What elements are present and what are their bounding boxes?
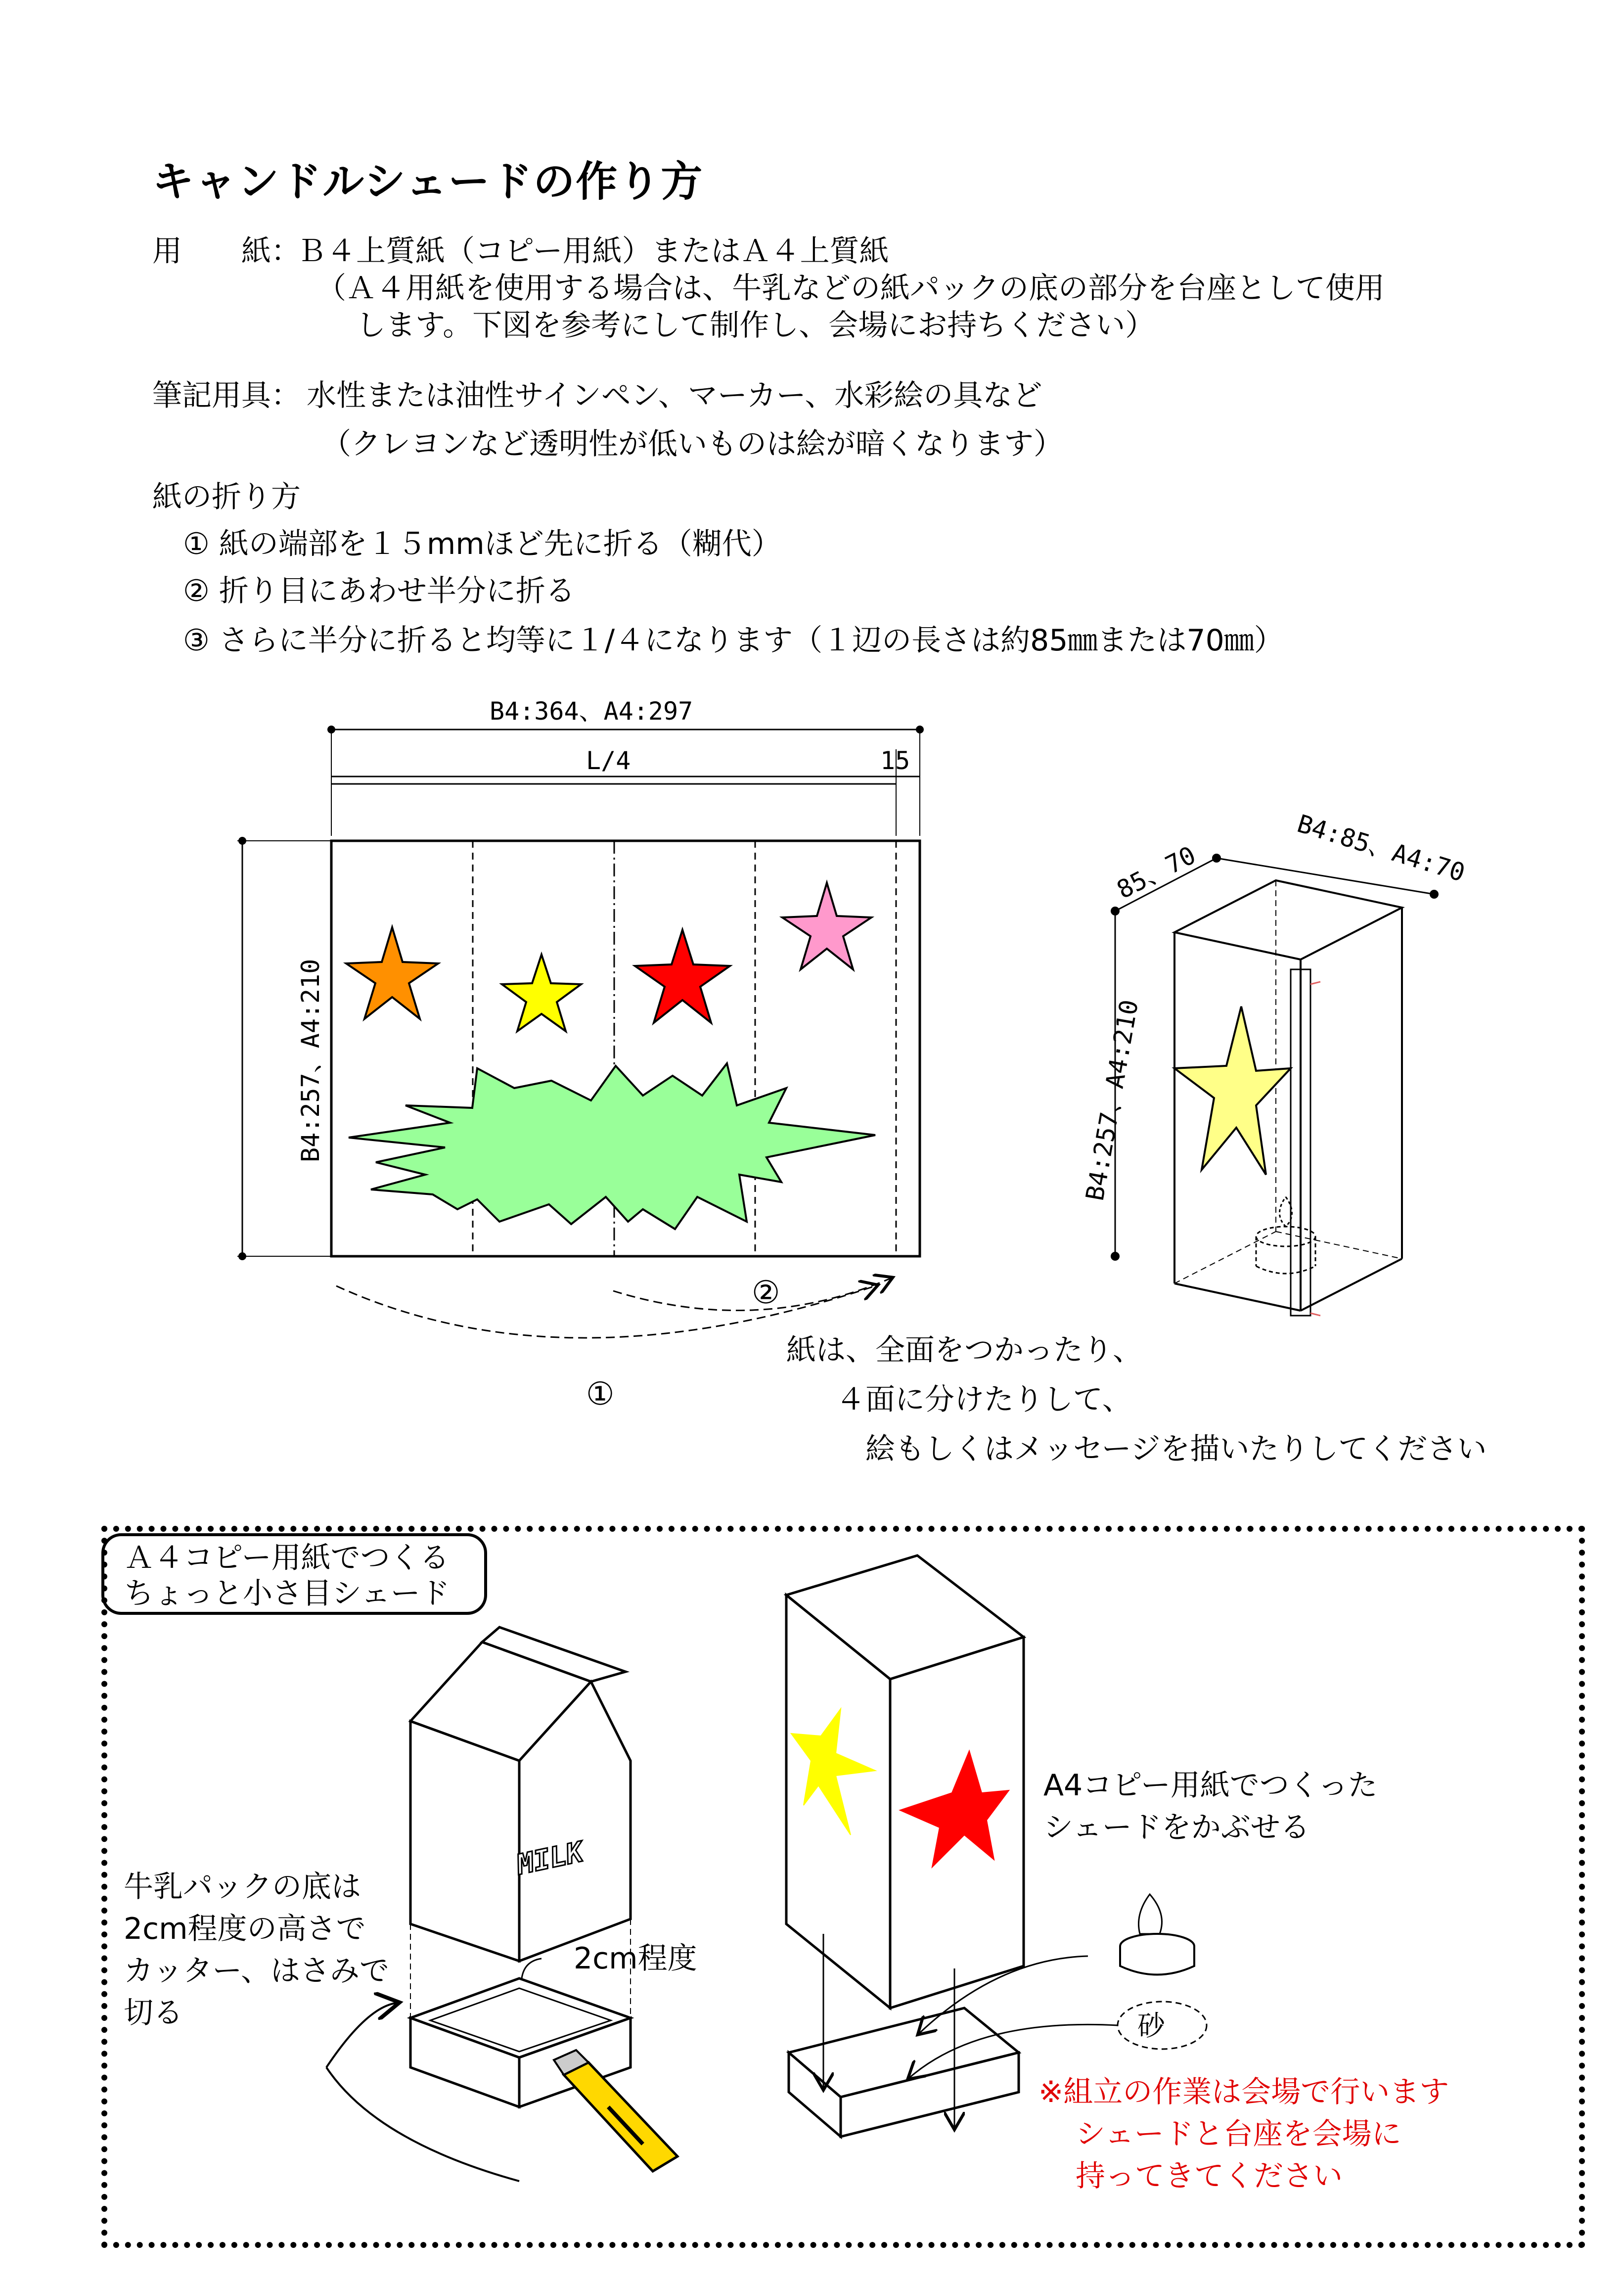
folding-step-2: ② 折り目にあわせ半分に折る	[183, 574, 575, 608]
usage-note-line1: 紙は、全面をつかったり、	[786, 1333, 1142, 1368]
cover-note-line1: A4コピー用紙でつくった	[1043, 1768, 1378, 1803]
glue-margin-label: 15	[880, 746, 910, 775]
paper-note-line2: します。下図を参考にして制作し、会場にお持ちください）	[356, 308, 1155, 343]
sand-label: 砂	[1137, 2010, 1165, 2042]
tray-height-label: 2cm程度	[574, 1941, 697, 1976]
star-pale-yellow	[1174, 1006, 1291, 1175]
box-depth-label: B4:85、A4:70	[1294, 809, 1469, 888]
flat-paper-diagram	[237, 726, 924, 1338]
tools-note: （クレヨンなど透明性が低いものは絵が暗くなります）	[321, 427, 1063, 461]
paper-note-line1: （Ａ４用紙を使用する場合は、牛乳などの紙パックの底の部分を台座として使用	[316, 271, 1385, 306]
milk-note-line1: 牛乳パックの底は	[124, 1870, 361, 1904]
arrow-2-label: ②	[752, 1275, 780, 1311]
folding-step-1: ① 紙の端部を１５mmほど先に折る（糊代）	[183, 527, 781, 561]
usage-note-line3: 絵もしくはメッセージを描いたりしてください	[865, 1432, 1487, 1466]
overall-width-label: B4:364、A4:297	[490, 697, 693, 726]
assembly-note-line3: 持ってきてください	[1076, 2159, 1343, 2194]
assembly-note-line1: ※組立の作業は会場で行います	[1038, 2075, 1449, 2109]
small-shade-title-line2: ちょっと小さ目シェード	[124, 1576, 450, 1611]
folding-step-3: ③ さらに半分に折ると均等に１/４になります（１辺の長さは約85㎜または70㎜）	[183, 623, 1284, 658]
tools-label: 筆記用具：	[152, 378, 301, 413]
panel-width-label: L/4	[586, 746, 631, 775]
paper-label: 用 紙：	[152, 234, 301, 269]
cover-note-line2: シェードをかぶせる	[1043, 1810, 1310, 1845]
arrow-1-label: ①	[586, 1376, 615, 1413]
milk-note-line2: 2cm程度の高さで	[124, 1912, 366, 1946]
paper-value: Ｂ４上質紙（コピー用紙）またはＡ４上質紙	[297, 234, 889, 269]
box-height-label: B4:257、A4:210	[1080, 998, 1144, 1203]
milk-note-line3: カッター、はさみで	[124, 1954, 389, 1988]
milk-label: MILK	[514, 1836, 586, 1881]
usage-note-line2: ４面に分けたりして、	[836, 1382, 1132, 1417]
tools-value: 水性または油性サインペン、マーカー、水彩絵の具など	[307, 378, 1042, 413]
height-label: B4:257、A4:210	[296, 959, 325, 1162]
assembly-note-line2: シェードと台座を会場に	[1076, 2117, 1401, 2151]
milk-note-line4: 切る	[124, 1996, 183, 2030]
small-shade-title-line1: Ａ４コピー用紙でつくる	[124, 1541, 450, 1575]
small-shade-title	[101, 1533, 487, 1615]
box-diagram	[1111, 854, 1439, 1316]
folding-heading: 紙の折り方	[152, 480, 301, 514]
box-side-width-label: 85、70	[1112, 840, 1201, 905]
page-title: キャンドルシェードの作り方	[152, 157, 704, 206]
